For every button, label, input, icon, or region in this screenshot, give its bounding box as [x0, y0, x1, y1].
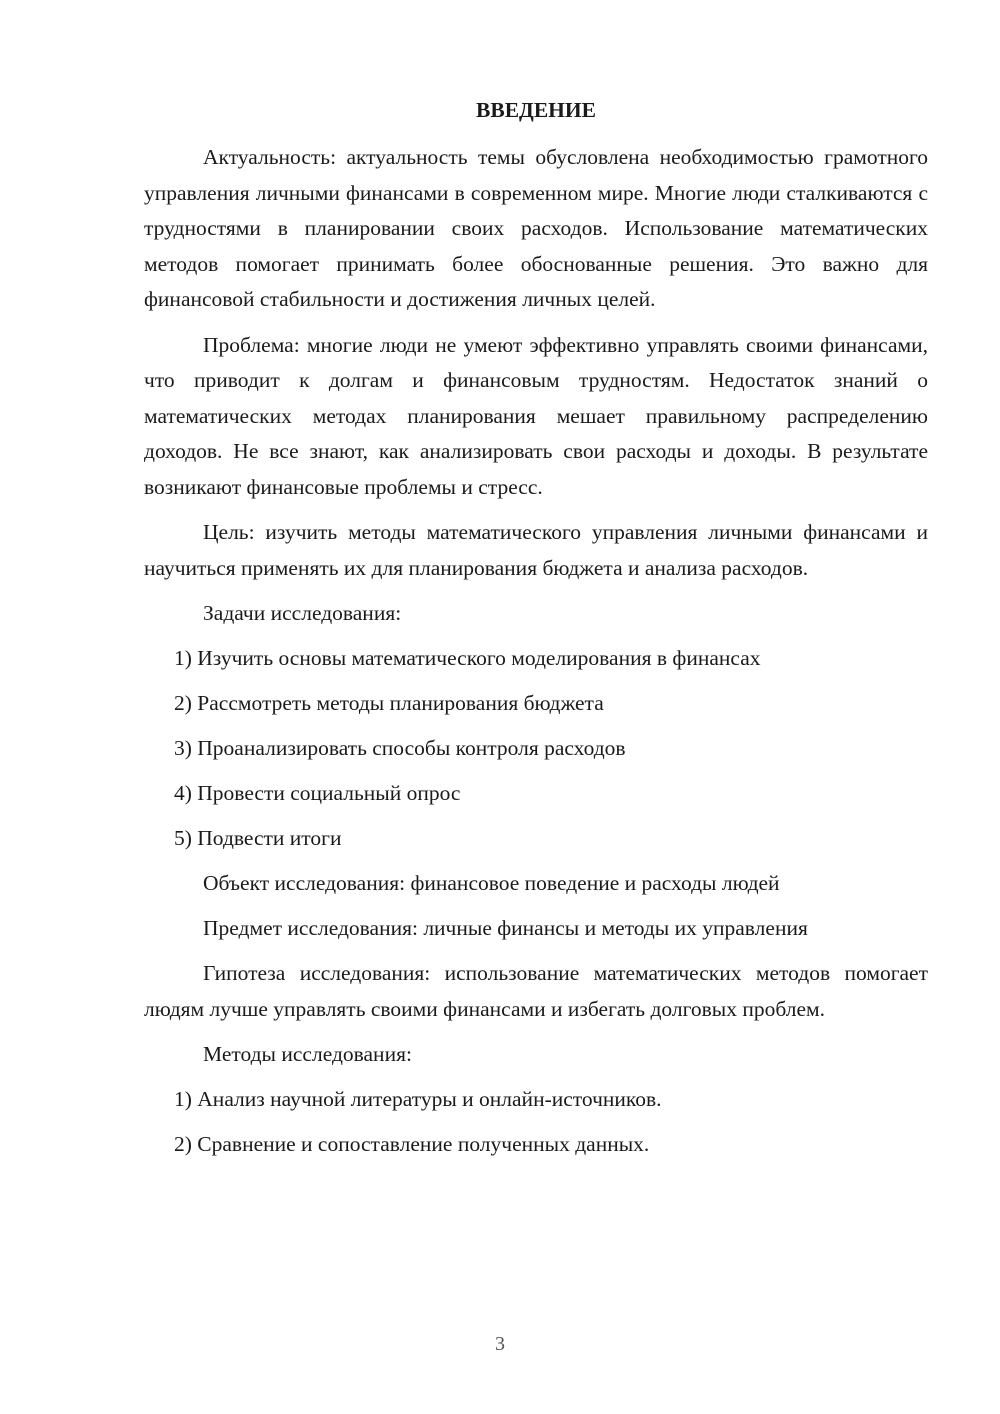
problem-paragraph: Проблема: многие люди не умеют эффективно управлять своими финансами, что приводит к долгам и финансовым трудностям. Недостаток знаний о математических методах планирования мешает правильному распределению доходов. Не все знают, как анализировать свои расходы и доходы. В результате возникают финансовые проблемы и стресс. — [144, 332, 928, 499]
object-line: Объект исследования: финансовое поведение и расходы людей — [203, 871, 780, 895]
method-item: 1) Анализ научной литературы и онлайн-источников. — [174, 1087, 662, 1111]
document-page — [144, 92, 928, 1172]
tasks-heading: Задачи исследования: — [203, 601, 402, 625]
relevance-paragraph: Актуальность: актуальность темы обусловлена необходимостью грамотного управления личными финансами в современном мире. Многие люди сталкиваются с трудностями в планировании своих расходов. Использование математических методов помогает принимать более обоснованные решения. Это важно для финансовой стабильности и достижения личных целей. — [144, 145, 928, 311]
hypothesis-paragraph: Гипотеза исследования: использование математических методов помогает людям лучше управлять своими финансами и избегать долговых проблем. — [144, 961, 928, 1021]
section-title: ВВЕДЕНИЕ — [476, 98, 596, 122]
page-number: 3 — [495, 1333, 505, 1355]
method-item: 2) Сравнение и сопоставление полученных данных. — [174, 1132, 650, 1156]
task-item: 2) Рассмотреть методы планирования бюджета — [174, 691, 604, 715]
task-item: 3) Проанализировать способы контроля расходов — [174, 736, 626, 760]
task-item: 4) Провести социальный опрос — [174, 781, 461, 805]
goal-paragraph: Цель: изучить методы математического управления личными финансами и научиться применять их для планирования бюджета и анализа расходов. — [144, 520, 928, 580]
task-item: 5) Подвести итоги — [174, 826, 342, 850]
methods-heading: Методы исследования: — [203, 1042, 412, 1066]
subject-line: Предмет исследования: личные финансы и методы их управления — [203, 916, 808, 940]
task-item: 1) Изучить основы математического моделирования в финансах — [174, 646, 761, 670]
